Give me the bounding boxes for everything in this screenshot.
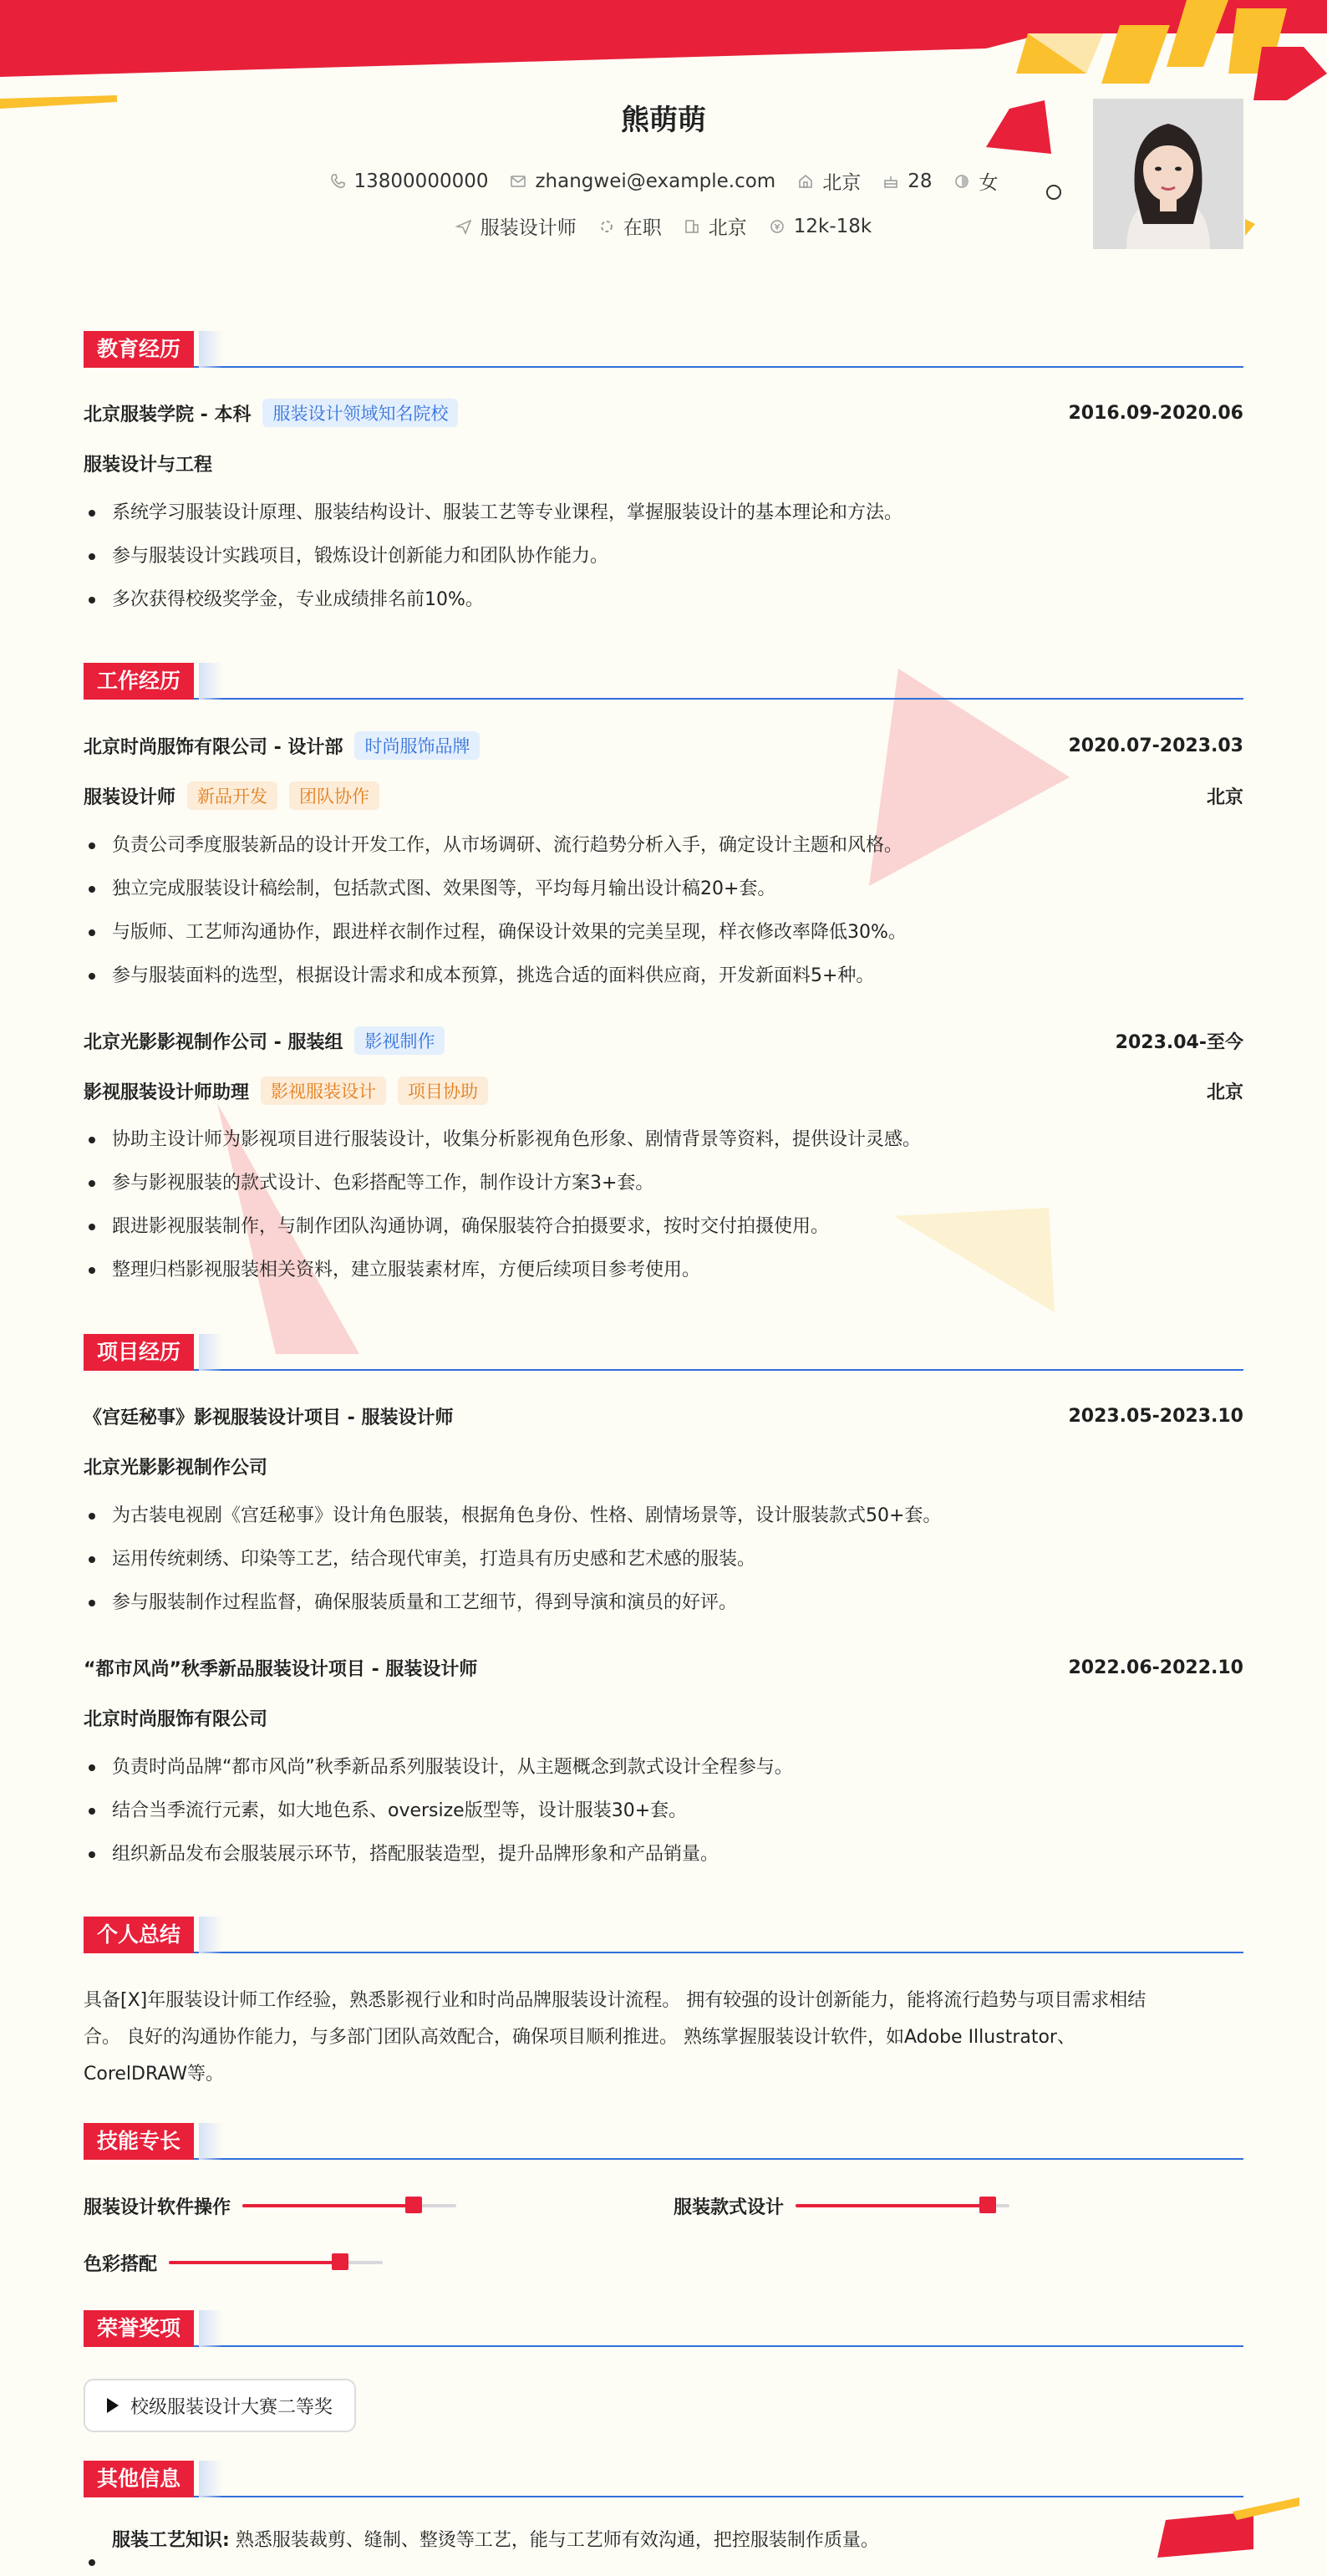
section-work: [84, 663, 1243, 701]
company-name: 北京时尚服饰有限公司 - 设计部: [84, 736, 343, 758]
job-intention: [84, 212, 1243, 240]
list-item: 负责时尚品牌“都市风尚”秋季新品系列服装设计，从主题概念到款式设计全程参与。: [84, 1754, 1243, 1797]
bullet-dot: [89, 2559, 95, 2566]
email-text: zhangwei@example.com: [535, 170, 776, 192]
education-bullets: [84, 499, 1243, 629]
job-target-text: 服装设计师: [480, 217, 577, 239]
project-org: 北京光影影视制作公司: [84, 1457, 268, 1479]
major-row: [84, 449, 1243, 477]
candidate-name: 熊萌萌: [621, 104, 706, 137]
list-item: 多次获得校级奖学金，专业成绩排名前10%。: [84, 586, 1243, 629]
project-1-org: [84, 1452, 1243, 1480]
summary-text: [84, 1983, 1243, 2093]
section-title: 荣誉奖项: [84, 2310, 194, 2347]
major-name: 服装设计与工程: [84, 454, 213, 476]
project-1-bullets: [84, 1502, 1243, 1632]
work-city: 北京: [1206, 787, 1243, 808]
project-date: 2023.05-2023.10: [1068, 1405, 1243, 1427]
gender-icon: [953, 173, 970, 190]
profile-photo: [1093, 99, 1243, 249]
list-item: 跟进影视服装制作，与制作团队沟通协调，确保服装符合拍摄要求，按时交付拍摄使用。: [84, 1213, 1243, 1256]
list-item: 参与服装设计实践项目，锻炼设计创新能力和团队协作能力。: [84, 542, 1243, 586]
role-tag: 影视服装设计: [261, 1077, 386, 1105]
salary-item: [769, 212, 872, 240]
section-awards: [84, 2310, 1243, 2349]
work-date: 2020.07-2023.03: [1068, 735, 1243, 756]
list-item: 协助主设计师为影视项目进行服装设计，收集分析影视角色形象、剧情背景等资料，提供设计灵感。: [84, 1126, 1243, 1169]
role-tag: 团队协作: [289, 781, 379, 810]
school-name: 北京服装学院 - 本科: [84, 404, 252, 425]
skill-bar: [169, 2261, 383, 2264]
work-2-bullets: [84, 1126, 1243, 1300]
salary-text: 12k-18k: [793, 215, 872, 237]
skill-name: 服装款式设计: [674, 2197, 785, 2218]
section-title: 项目经历: [84, 1334, 194, 1371]
summary-line: 合。 良好的沟通协作能力，与多部门团队高效配合，确保项目顺利推进。 熟练掌握服装设计软件，如Adobe Illustrator、: [84, 2027, 1075, 2048]
contact-info: [84, 167, 1243, 195]
list-item: 参与影视服装的款式设计、色彩搭配等工作，制作设计方案3+套。: [84, 1169, 1243, 1213]
play-icon: [107, 2398, 119, 2413]
section-title: 个人总结: [84, 1917, 194, 1953]
skill-name: 服装设计软件操作: [84, 2197, 231, 2218]
project-2-header: [84, 1653, 1243, 1682]
list-item: 结合当季流行元素，如大地色系、oversize版型等，设计服装30+套。: [84, 1797, 1243, 1840]
send-icon: [455, 218, 472, 235]
age-text: 28: [908, 170, 933, 192]
role-tag: 项目协助: [398, 1077, 488, 1105]
section-skills: [84, 2123, 1243, 2161]
city-text: 北京: [822, 172, 862, 194]
phone-text: 13800000000: [353, 170, 489, 192]
section-education: [84, 331, 1243, 369]
target-city-item: [684, 212, 747, 240]
work-2-role: [84, 1077, 1243, 1105]
city-item: [797, 167, 861, 195]
work-1-role: [84, 781, 1243, 810]
list-item: 为古装电视剧《宫廷秘事》设计角色服装，根据角色身份、性格、剧情场景等，设计服装款式50+套。: [84, 1502, 1243, 1545]
building-icon: [684, 218, 700, 235]
gender-item: [953, 167, 998, 195]
list-item: 负责公司季度服装新品的设计开发工作，从市场调研、流行趋势分析入手，确定设计主题和风格。: [84, 832, 1243, 875]
other-info: [84, 2527, 1243, 2555]
list-item: 独立完成服装设计稿绘制，包括款式图、效果图等，平均每月输出设计稿20+套。: [84, 875, 1243, 919]
section-title: 工作经历: [84, 663, 194, 700]
skill-item: [84, 2248, 383, 2277]
project-2-bullets: [84, 1754, 1243, 1884]
project-org: 北京时尚服饰有限公司: [84, 1708, 268, 1730]
email-item: [510, 167, 775, 195]
work-date: 2023.04-至今: [1115, 1031, 1243, 1053]
list-item: 与版师、工艺师沟通协作，跟进样衣制作过程，确保设计效果的完美呈现，样衣修改率降低30%。: [84, 919, 1243, 962]
summary-line: CorelDRAW等。: [84, 2064, 224, 2085]
status-item: [598, 212, 662, 240]
summary-line: 具备[X]年服装设计师工作经验，熟悉影视行业和时尚品牌服装设计流程。 拥有较强的设计创新能力，能将流行趋势与项目需求相结: [84, 1990, 1147, 2011]
mail-icon: [510, 173, 526, 190]
skill-item: [674, 2192, 1009, 2220]
project-1-header: [84, 1402, 1243, 1430]
list-item: 组织新品发布会服装展示环节，搭配服装造型，提升品牌形象和产品销量。: [84, 1840, 1243, 1884]
company-name: 北京光影影视制作公司 - 服装组: [84, 1031, 343, 1053]
list-item: 运用传统刺绣、印染等工艺，结合现代审美，打造具有历史感和艺术感的服装。: [84, 1545, 1243, 1589]
target-city-text: 北京: [708, 217, 747, 239]
list-item: 参与服装制作过程监督，确保服装质量和工艺细节，得到导演和演员的好评。: [84, 1589, 1243, 1632]
section-projects: [84, 1334, 1243, 1372]
section-title: 教育经历: [84, 331, 194, 368]
list-item: 整理归档影视服装相关资料，建立服装素材库，方便后续项目参考使用。: [84, 1256, 1243, 1300]
school-tag: 服装设计领域知名院校: [262, 399, 458, 427]
company-tag: 时尚服饰品牌: [354, 731, 480, 760]
status-icon: [598, 218, 615, 235]
project-date: 2022.06-2022.10: [1068, 1657, 1243, 1678]
job-role: 服装设计师: [84, 787, 176, 808]
skill-name: 色彩搭配: [84, 2253, 158, 2275]
section-title: 技能专长: [84, 2123, 194, 2160]
list-item: 系统学习服装设计原理、服装结构设计、服装工艺等专业课程，掌握服装设计的基本理论和方法。: [84, 499, 1243, 542]
award-text: 校级服装设计大赛二等奖: [130, 2396, 333, 2418]
section-title: 其他信息: [84, 2461, 194, 2497]
age-item: [882, 167, 932, 195]
money-icon: [769, 218, 786, 235]
project-title: “都市风尚”秋季新品服装设计项目 - 服装设计师: [84, 1658, 478, 1680]
work-1-bullets: [84, 832, 1243, 1005]
skill-item: [84, 2192, 456, 2220]
project-title: 《宫廷秘事》影视服装设计项目 - 服装设计师: [84, 1407, 454, 1428]
phone-item: [329, 167, 489, 195]
project-2-org: [84, 1703, 1243, 1732]
work-1-header: [84, 731, 1243, 760]
phone-icon: [329, 173, 346, 190]
section-other: [84, 2461, 1243, 2499]
job-role: 影视服装设计师助理: [84, 1082, 250, 1103]
job-target-item: [455, 212, 577, 240]
other-label: 服装工艺知识:: [112, 2530, 230, 2551]
cake-icon: [882, 173, 899, 190]
status-text: 在职: [623, 217, 662, 239]
education-header: [84, 399, 1243, 427]
section-summary: [84, 1917, 1243, 1955]
skill-bar: [242, 2204, 456, 2207]
company-tag: 影视制作: [354, 1026, 445, 1055]
work-city: 北京: [1206, 1082, 1243, 1103]
role-tag: 新品开发: [187, 781, 277, 810]
gender-text: 女: [979, 172, 999, 194]
award-item-button[interactable]: [84, 2379, 356, 2432]
other-text: 熟悉服装裁剪、缝制、整烫等工艺，能与工艺师有效沟通，把控服装制作质量。: [235, 2530, 879, 2551]
education-date: 2016.09-2020.06: [1068, 402, 1243, 424]
skill-bar: [796, 2204, 1009, 2207]
home-icon: [797, 173, 814, 190]
work-2-header: [84, 1026, 1243, 1055]
list-item: 参与服装面料的选型，根据设计需求和成本预算，挑选合适的面料供应商，开发新面料5+种。: [84, 962, 1243, 1005]
